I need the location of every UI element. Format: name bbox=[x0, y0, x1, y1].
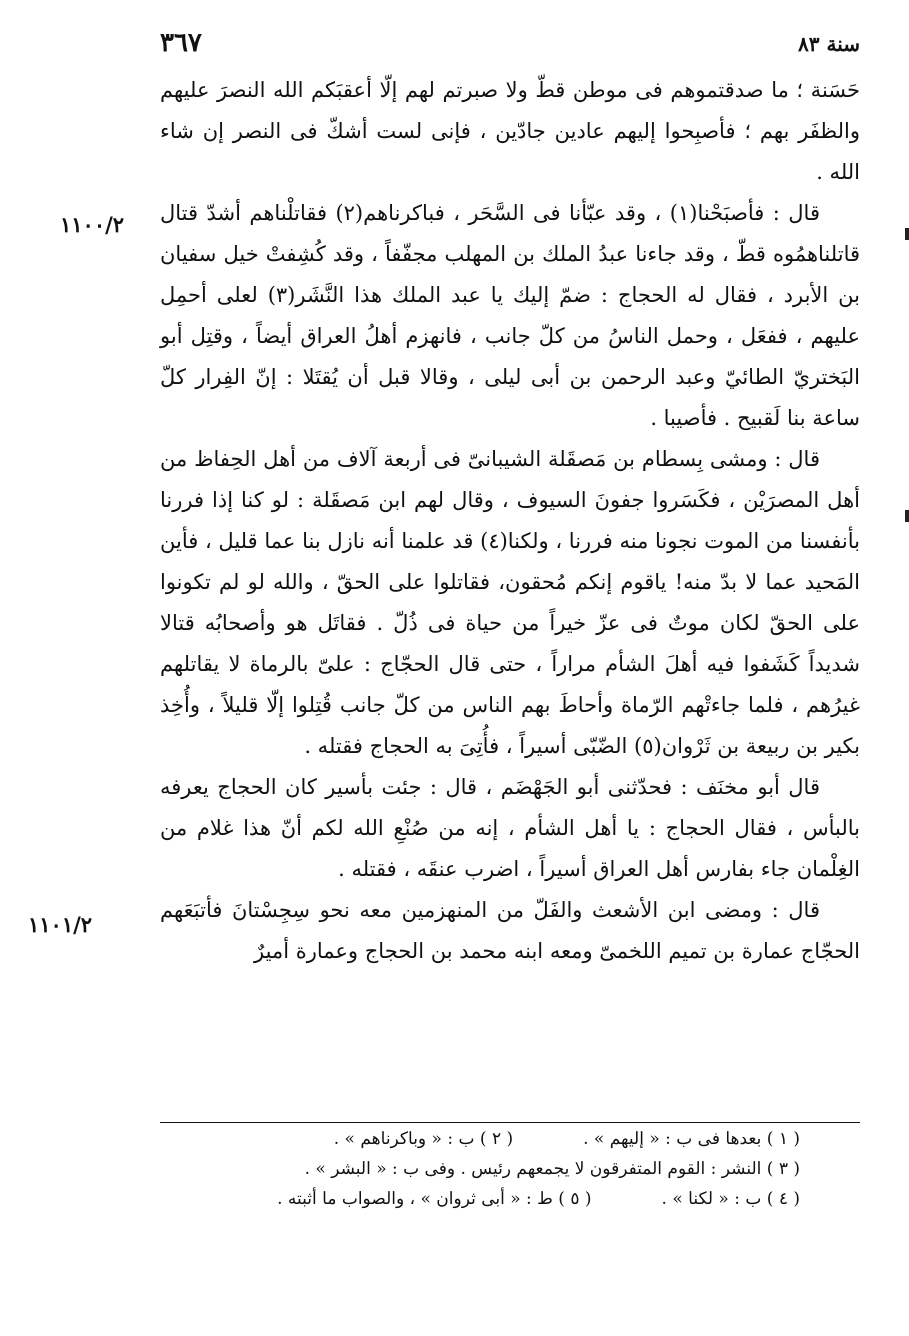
footnote-row bbox=[160, 1184, 800, 1214]
footnote: ( ٤ ) ب : « لكنا » . bbox=[661, 1189, 800, 1209]
footnote-row bbox=[160, 1154, 800, 1184]
paragraph: قال : ومشى بِسطام بن مَصقَلة الشيبانىّ فى أربعة آلاف من أهل الحِفاظ من أهل المصرَيْن ، فكَسَروا جفونَ السيوف ، وقال لهم ابن مَصقَلة : لو كنا إذا فررنا بأنفسنا من الموت نجونا منه فررنا ، ولكنا(٤) قد علمنا أنه نازل بنا عما قليل ، فأين المَحيد عما لا بدّ منه! ياقوم إنكم مُحقون، فقاتلوا على الحقّ ، والله لو لم تكونوا على الحقّ لكان موتٌ فى عزّ خيراً من حياة فى ذُلّ . فقاتَل هو وأصحابُه قتالا شديداً كَشَفوا فيه أهلَ الشأم مراراً ، حتى قال الحجّاج : علىّ بالرماة لا يقاتلهم غيرُهم ، فلما جاءتْهم الرّماة وأحاطَ بهم الناس من كلّ جانب قُتِلوا إلّا قليلاً ، وأُخِذ بكير بن ربيعة بن ثَرْوان(٥) الضّبّى أسيراً ، فأُتِىَ به الحجاج فقتله . bbox=[160, 447, 860, 758]
footnote-row bbox=[160, 1124, 800, 1154]
paragraph: حَسَنة ؛ ما صدقتموهم فى موطن قطّ ولا صبرتم لهم إلّا أعقبَكم الله النصرَ عليهم والظفَر بهم ؛ فأصبِحوا إليهم عادين جادّين ، فإنى لست أشكّ فى النصر إن شاء الله . bbox=[160, 78, 860, 184]
footnote-divider bbox=[160, 1122, 860, 1123]
footnote: ( ٢ ) ب : « وباكرناهم » . bbox=[333, 1129, 514, 1149]
scan-edge-mark bbox=[905, 510, 909, 522]
page-header bbox=[160, 28, 860, 68]
footnotes bbox=[160, 1124, 800, 1214]
footnote: ( ٥ ) ط : « أبى ثروان » ، والصواب ما أثبته . bbox=[277, 1189, 592, 1209]
footnote: ( ٣ ) النشر : القوم المتفرقون لا يجمعهم رئيس . وفى ب : « البشر » . bbox=[304, 1159, 800, 1179]
scan-edge-mark bbox=[905, 228, 909, 240]
footnote: ( ١ ) بعدها فى ب : « إليهم » . bbox=[583, 1129, 800, 1149]
margin-reference: ١١٠١/٢ bbox=[28, 912, 93, 937]
paragraph: قال : ومضى ابن الأشعث والفَلّ من المنهزمين معه نحو سِجِسْتانَ فأتبَعَهم الحجّاج عمارة بن تميم اللخمىّ ومعه ابنه محمد بن الحجاج وعمارة أميرٌ bbox=[160, 898, 860, 963]
paragraph: قال : فأصبَحْنا(١) ، وقد عبّأنا فى السَّحَر ، فباكرناهم(٢) فقاتلْناهم أشدّ قتال قاتلناهمُوه قطّ ، وقد جاءنا عبدُ الملك بن المهلب مجفّفاً ، وقد كُشِفتْ خيل سفيان بن الأبرد ، فقال له الحجاج : ضمّ إليك يا عبد الملك هذا النَّشَر(٣) لعلى أحمِل عليهم ، ففعَل ، وحمل الناسُ من كلّ جانب ، فانهزم أهلُ العراق أيضاً ، وقتِل أبو البَختريّ الطائيّ وعبد الرحمن بن أبى ليلى ، وقالا قبل أن يُقتَلا : إنّ الفِرار كلّ ساعة بنا لَقبيح . فأصيبا . bbox=[160, 201, 860, 430]
running-head-year: سنة ٨٣ bbox=[798, 32, 860, 56]
page-number: ٣٦٧ bbox=[160, 28, 202, 58]
main-text bbox=[160, 70, 860, 972]
paragraph: قال أبو مخنَف : فحدّثنى أبو الجَهْضَم ، قال : جئت بأسير كان الحجاج يعرفه بالبأس ، فقال الحجاج : يا أهل الشأم ، إنه من صُنْعِ الله لكم أنّ هذا غلام من الغِلْمان جاء بفارس أهل العراق أسيراً ، اضرب عنقَه ، فقتله . bbox=[160, 775, 861, 881]
margin-reference: ١١٠٠/٢ bbox=[60, 212, 125, 237]
